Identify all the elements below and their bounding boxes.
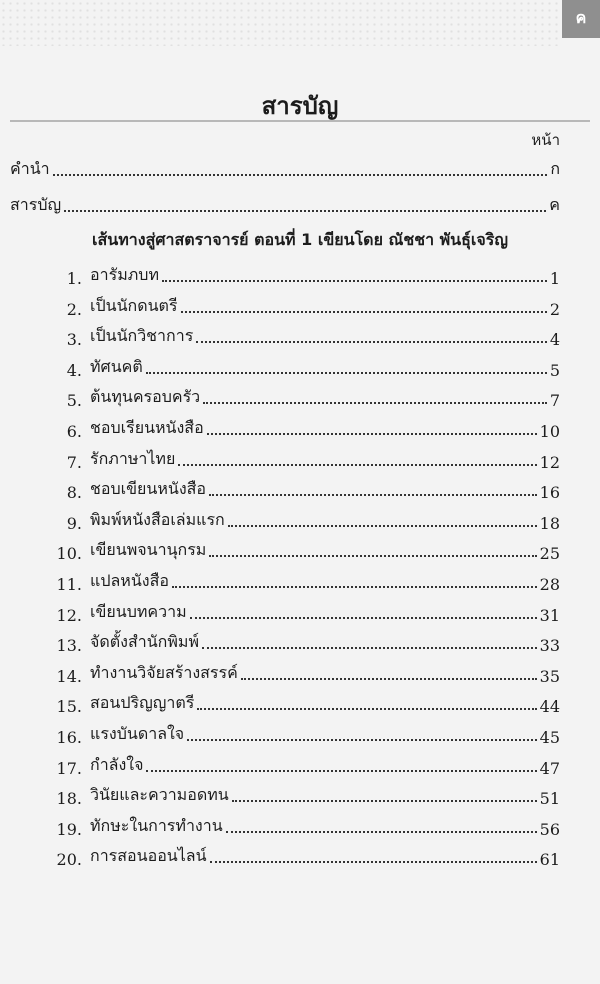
toc-entry-page: 33	[539, 636, 560, 656]
dot-leader	[232, 800, 537, 802]
toc-entry-page: 4	[549, 330, 560, 350]
dot-leader	[207, 433, 537, 435]
toc-entry	[52, 778, 560, 808]
toc-entry-label: การสอนออนไลน์	[90, 846, 207, 866]
toc-entry	[52, 503, 560, 533]
page-title: สารบัญ	[261, 92, 339, 120]
dot-leader	[53, 174, 548, 176]
toc-entry-label: เป็นนักดนตรี	[90, 295, 178, 315]
toc-entry-page: 61	[539, 850, 560, 870]
toc-entry-label: พิมพ์หนังสือเล่มแรก	[90, 509, 225, 529]
toc-entry-label: เขียนพจนานุกรม	[90, 540, 207, 560]
toc-entry-number: 7.	[66, 452, 82, 472]
toc-entry-page: 12	[539, 452, 560, 472]
toc-entry-number: 4.	[66, 360, 82, 380]
title-divider	[10, 120, 590, 122]
toc-entry-number: 19.	[56, 819, 82, 839]
toc-entry	[52, 442, 560, 472]
dot-leader	[209, 494, 537, 496]
toc-entry	[52, 533, 560, 563]
dot-leader	[190, 617, 537, 619]
toc-entry-label: คำนำ	[10, 159, 50, 178]
dot-leader	[187, 739, 536, 741]
toc-entry-page: 35	[539, 666, 560, 686]
toc-entry	[52, 748, 560, 778]
toc-entry	[52, 350, 560, 380]
dot-leader	[209, 555, 536, 557]
toc-entry	[52, 595, 560, 625]
dot-leader	[202, 647, 537, 649]
toc-front-entry	[10, 152, 560, 182]
toc-entry-page: 2	[549, 299, 560, 319]
toc-entry	[52, 411, 560, 441]
toc-entry-page: 44	[539, 697, 560, 717]
toc-entry-page: 10	[539, 422, 560, 441]
toc-entry-page: 45	[539, 728, 560, 747]
toc-entry-label: ต้นทุนครอบครัว	[90, 387, 201, 407]
toc-entry-label: กำลังใจ	[90, 754, 144, 774]
dot-leader	[210, 861, 537, 863]
dot-leader	[146, 372, 547, 374]
toc-entry	[52, 656, 560, 686]
toc-entry-page: 25	[539, 544, 560, 564]
toc-entry-page: 1	[549, 269, 560, 288]
dot-leader	[226, 831, 537, 833]
toc-entry-number: 1.	[66, 269, 82, 288]
dot-leader	[178, 464, 536, 466]
toc-entry-number: 11.	[56, 575, 82, 594]
toc-entry-number: 16.	[56, 728, 82, 747]
dot-leader	[228, 525, 537, 527]
toc-entry-page: 56	[539, 819, 560, 839]
dot-leader	[181, 311, 547, 313]
toc-entry-number: 9.	[66, 513, 82, 533]
toc-entry-number: 20.	[56, 850, 82, 870]
toc-entry-page: ก	[550, 159, 560, 178]
toc-entry-number: 12.	[56, 605, 82, 625]
toc-entry-label: จัดตั้งสำนักพิมพ์	[90, 632, 199, 652]
toc-entry	[52, 380, 560, 410]
toc-entry-page: 47	[539, 758, 560, 778]
toc-entry	[52, 472, 560, 502]
toc-entry-number: 18.	[56, 789, 82, 809]
toc-entry-number: 5.	[66, 391, 82, 411]
toc-entry-page: 18	[539, 513, 560, 533]
toc-entry-page: 7	[549, 391, 560, 411]
toc-entry-page: ค	[549, 195, 560, 214]
toc-entry-label: เขียนบทความ	[90, 601, 187, 621]
toc-entry	[52, 564, 560, 594]
toc-entry-label: สอนปริญญาตรี	[90, 693, 195, 713]
dot-leader	[197, 708, 536, 710]
toc-entry-label: แรงบันดาลใจ	[90, 724, 185, 743]
toc-entry	[52, 717, 560, 747]
toc-entry-number: 17.	[56, 758, 82, 778]
toc-entry-page: 5	[549, 360, 560, 380]
toc-entry-number: 6.	[66, 422, 82, 441]
dot-leader	[146, 770, 536, 772]
toc-entry-number: 14.	[56, 666, 82, 686]
toc-entry	[52, 809, 560, 839]
dot-leader	[64, 210, 546, 212]
toc-entry-page: 28	[539, 575, 560, 594]
toc-entry-number: 13.	[56, 636, 82, 656]
toc-entry-number: 15.	[56, 697, 82, 717]
toc-entry-label: วินัยและความอดทน	[90, 785, 229, 805]
page-column-header: หน้า	[531, 131, 560, 149]
toc-entry-number: 2.	[66, 299, 82, 319]
toc-entry-label: ชอบเรียนหนังสือ	[90, 418, 204, 437]
toc-entry-page: 31	[539, 605, 560, 625]
toc-entry	[52, 319, 560, 349]
decorative-dot-pattern	[0, 0, 560, 46]
toc-entry-number: 8.	[66, 483, 82, 503]
toc-entry	[52, 289, 560, 319]
toc-entry-label: ชอบเขียนหนังสือ	[90, 479, 207, 499]
toc-entry-number: 3.	[66, 330, 82, 350]
dot-leader	[172, 586, 537, 588]
dot-leader	[162, 280, 547, 282]
toc-entry-label: สารบัญ	[10, 195, 62, 214]
dot-leader	[241, 678, 537, 680]
toc-entry-label: แปลหนังสือ	[90, 571, 169, 590]
dot-leader	[203, 402, 547, 404]
toc-entry-label: รักภาษาไทย	[90, 448, 176, 468]
toc-entry-label: ทัศนคติ	[90, 356, 143, 376]
toc-front-entry	[10, 188, 560, 218]
toc-entry-label: เป็นนักวิชาการ	[90, 326, 194, 346]
toc-entry	[52, 686, 560, 716]
toc-entry	[52, 258, 560, 288]
toc-entry-label: ทักษะในการทำงาน	[90, 815, 223, 835]
toc-entry-page: 16	[539, 483, 560, 503]
toc-entry-label: ทำงานวิจัยสร้างสรรค์	[90, 662, 238, 682]
toc-entry-number: 10.	[56, 544, 82, 564]
toc-entry-page: 51	[539, 789, 560, 809]
toc-entry	[52, 839, 560, 869]
section-title: เส้นทางสู่ศาสตราจารย์ ตอนที่ 1 เขียนโดย ณัชชา พันธุ์เจริญ	[92, 230, 508, 249]
dot-leader	[196, 341, 547, 343]
toc-entry-label: อารัมภบท	[90, 265, 159, 284]
toc-entry	[52, 625, 560, 655]
page-corner-tab: ค	[562, 0, 600, 38]
